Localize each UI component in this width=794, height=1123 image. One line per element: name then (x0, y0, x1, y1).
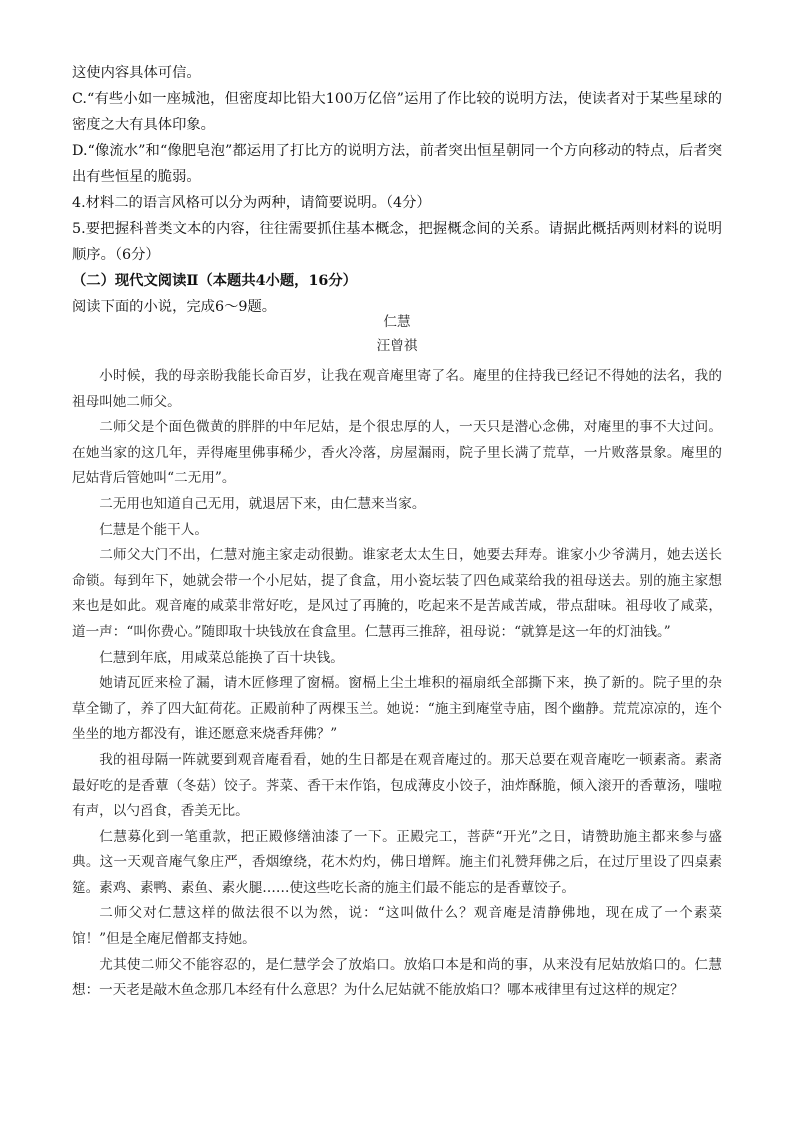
story-paragraph: 她请瓦匠来检了漏，请木匠修理了窗槅。窗槅上尘土堆积的福扇纸全部撕下来，换了新的。院子里的杂草全锄了，养了四大缸荷花。正殿前种了两棵玉兰。她说：“施主到庵堂寺庙，图个幽静。荒荒凉凉的，连个坐坐的地方都没有，谁还愿意来烧香拜佛？” (72, 675, 722, 743)
option-d: D.“像流水”和“像肥皂泡”都运用了打比方的说明方法，前者突出恒星朝同一个方向移动的特点，后者突出有些恒星的脆弱。 (72, 143, 722, 185)
story-section (72, 310, 722, 1004)
story-paragraph: 仁慧到年底，用咸菜总能换了百十块钱。 (99, 649, 344, 666)
section-heading: （二）现代文阅读Ⅱ（本题共4小题，16分） (72, 273, 357, 289)
option-c: C.“有些小如一座城池，但密度却比铅大100万亿倍”运用了作比较的说明方法，使读者对于某些星球的密度之大有具体印象。 (72, 91, 722, 133)
story-paragraph: 二无用也知道自己无用，就退居下来，由仁慧来当家。 (99, 495, 426, 512)
story-title: 仁慧 (383, 314, 411, 330)
story-author: 汪曾祺 (376, 338, 418, 354)
story-paragraph: 小时候，我的母亲盼我能长命百岁，让我在观音庵里寄了名。庵里的住持我已经记不得她的法名，我的祖母叫她二师父。 (72, 368, 722, 410)
story-paragraph: 尤其使二师父不能容忍的，是仁慧学会了放焰口。放焰口本是和尚的事，从来没有尼姑放焰口的。仁慧想：一天老是敲木鱼念那几本经有什么意思？为什么尼姑就不能放焰口？哪本戒律里有过这样的规定？ (72, 956, 722, 999)
question-4: 4.材料二的语言风格可以分为两种，请简要说明。（4分） (72, 195, 431, 211)
question-section (72, 60, 722, 320)
story-paragraph: 二师父对仁慧这样的做法很不以为然，说：“这叫做什么？观音庵是清静佛地，现在成了一个素菜馆！”但是全庵尼僧都支持她。 (72, 905, 722, 948)
story-paragraph: 仁慧募化到一笔重款，把正殿修缮油漆了一下。正殿完工，菩萨“开光”之日，请赞助施主都来参与盛典。这一天观音庵气象庄严，香烟缭绕，花木灼灼，佛日增辉。施主们礼赞拜佛之后，在过厅里设了四桌素筵。素鸡、素鸭、素鱼、素火腿……使这些吃长斋的施主们最不能忘的是香蕈饺子。 (72, 828, 722, 896)
story-paragraph: 二师父是个面色微黄的胖胖的中年尼姑，是个很忠厚的人，一天只是潜心念佛，对庵里的事不大过问。在她当家的这几年，弄得庵里佛事稀少，香火冷落，房屋漏雨，院子里长满了荒草，一片败落景象。庵里的尼姑背后管她叫“二无用”。 (72, 419, 722, 487)
reading-instruction: 阅读下面的小说，完成6～9题。 (72, 299, 277, 315)
text-line-continuation: 这使内容具体可信。 (72, 65, 201, 81)
story-paragraph: 仁慧是个能干人。 (99, 521, 208, 538)
story-paragraph: 我的祖母隔一阵就要到观音庵看看，她的生日都是在观音庵过的。那天总要在观音庵吃一顿素斋。素斋最好吃的是香蕈（冬菇）饺子。荠菜、香干末作馅，包成薄皮小饺子，油炸酥脆，倾入滚开的香蕈汤，嗤啦有声，以勺舀食，香美无比。 (72, 751, 722, 820)
story-paragraph: 二师父大门不出，仁慧对施主家走动很勤。谁家老太太生日，她要去拜寿。谁家小少爷满月，她去送长命锁。每到年下，她就会带一个小尼姑，提了食盒，用小瓷坛装了四色咸菜给我的祖母送去。别的施主家想来也是如此。观音庵的咸菜非常好吃，是风过了再腌的，吃起来不是苦咸苦咸，带点甜味。祖母收了咸菜，道一声：“叫你费心。”随即取十块钱放在食盒里。仁慧再三推辞，祖母说：“就算是这一年的灯油钱。” (72, 547, 722, 640)
question-5: 5.要把握科普类文本的内容，往往需要抓住基本概念，把握概念间的关系。请据此概括两则材料的说明顺序。（6分） (72, 221, 722, 263)
